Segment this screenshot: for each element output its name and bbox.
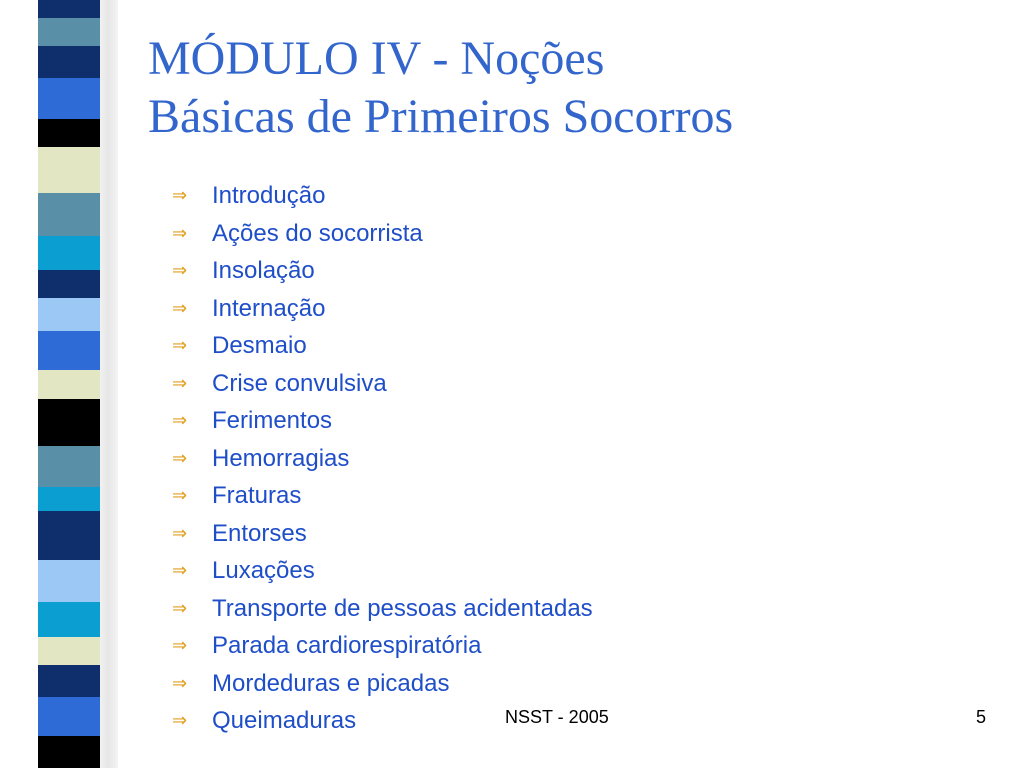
decorative-stripe xyxy=(38,736,100,768)
decorative-stripe xyxy=(38,236,100,271)
list-item-label: Transporte de pessoas acidentadas xyxy=(212,594,593,622)
decorative-stripe xyxy=(38,0,100,19)
list-item xyxy=(172,327,593,365)
arrow-bullet-icon: ⇒ xyxy=(172,710,188,731)
list-item xyxy=(172,252,593,290)
arrow-bullet-icon: ⇒ xyxy=(172,297,188,319)
list-item-label: Mordeduras e picadas xyxy=(212,669,450,697)
decorative-stripe xyxy=(38,511,100,561)
arrow-bullet-icon: ⇒ xyxy=(172,672,188,694)
decorative-stripe xyxy=(38,602,100,638)
decorative-stripe xyxy=(38,446,100,488)
list-item-label: Ferimentos xyxy=(212,407,333,434)
decorative-stripe xyxy=(38,487,100,512)
list-item xyxy=(172,402,593,440)
list-item xyxy=(172,627,593,665)
list-item-label: Introdução xyxy=(212,182,326,209)
footer-text: NSST - 2005 xyxy=(505,707,609,727)
list-item xyxy=(172,440,593,478)
decorative-stripe xyxy=(38,697,100,737)
list-item xyxy=(172,477,593,515)
list-item xyxy=(172,177,593,215)
decorative-stripe xyxy=(38,560,100,603)
decorative-stripe xyxy=(38,331,100,371)
decorative-stripe xyxy=(38,46,100,79)
decorative-stripe xyxy=(38,119,100,148)
list-item xyxy=(172,290,593,328)
slide-title xyxy=(148,30,988,146)
list-item-label: Parada cardiorespiratória xyxy=(212,632,482,659)
arrow-bullet-icon: ⇒ xyxy=(172,560,188,581)
decorative-stripe xyxy=(38,665,100,698)
title-line-2: Básicas de Primeiros Socorros xyxy=(148,90,734,143)
arrow-bullet-icon: ⇒ xyxy=(172,372,188,394)
list-item-label: Desmaio xyxy=(212,332,307,359)
list-item xyxy=(172,215,593,253)
list-item-label: Hemorragias xyxy=(212,444,350,472)
decorative-stripe xyxy=(38,370,100,400)
list-item-label: Ações do socorrista xyxy=(212,219,423,247)
topic-list xyxy=(172,177,593,740)
page-number: 5 xyxy=(976,707,987,727)
decorative-stripe xyxy=(38,193,100,237)
arrow-bullet-icon: ⇒ xyxy=(172,597,188,619)
list-item-label: Insolação xyxy=(212,257,315,284)
arrow-bullet-icon: ⇒ xyxy=(172,485,188,506)
decorative-stripe xyxy=(38,399,100,447)
list-item xyxy=(172,552,593,590)
decorative-stripe-column xyxy=(38,0,100,768)
list-item xyxy=(172,590,593,628)
decorative-stripe xyxy=(38,147,100,194)
list-item-label: Internação xyxy=(212,294,326,322)
decorative-stripe xyxy=(38,78,100,120)
arrow-bullet-icon: ⇒ xyxy=(172,522,188,544)
list-item-label: Crise convulsiva xyxy=(212,369,387,397)
arrow-bullet-icon: ⇒ xyxy=(172,410,188,431)
arrow-bullet-icon: ⇒ xyxy=(172,447,188,469)
decorative-stripe xyxy=(38,18,100,47)
arrow-bullet-icon: ⇒ xyxy=(172,260,188,281)
decorative-stripe xyxy=(38,637,100,666)
decorative-stripe xyxy=(38,270,100,299)
list-item-label: Entorses xyxy=(212,519,307,547)
list-item-label: Queimaduras xyxy=(212,707,357,734)
arrow-bullet-icon: ⇒ xyxy=(172,185,188,206)
list-item-label: Luxações xyxy=(212,557,315,584)
arrow-bullet-icon: ⇒ xyxy=(172,335,188,356)
list-item xyxy=(172,365,593,403)
list-item xyxy=(172,665,593,703)
decorative-stripe xyxy=(38,298,100,332)
list-item-label: Fraturas xyxy=(212,482,302,509)
list-item xyxy=(172,515,593,553)
arrow-bullet-icon: ⇒ xyxy=(172,222,188,244)
arrow-bullet-icon: ⇒ xyxy=(172,635,188,656)
title-line-1: MÓDULO IV - Noções xyxy=(148,32,605,85)
